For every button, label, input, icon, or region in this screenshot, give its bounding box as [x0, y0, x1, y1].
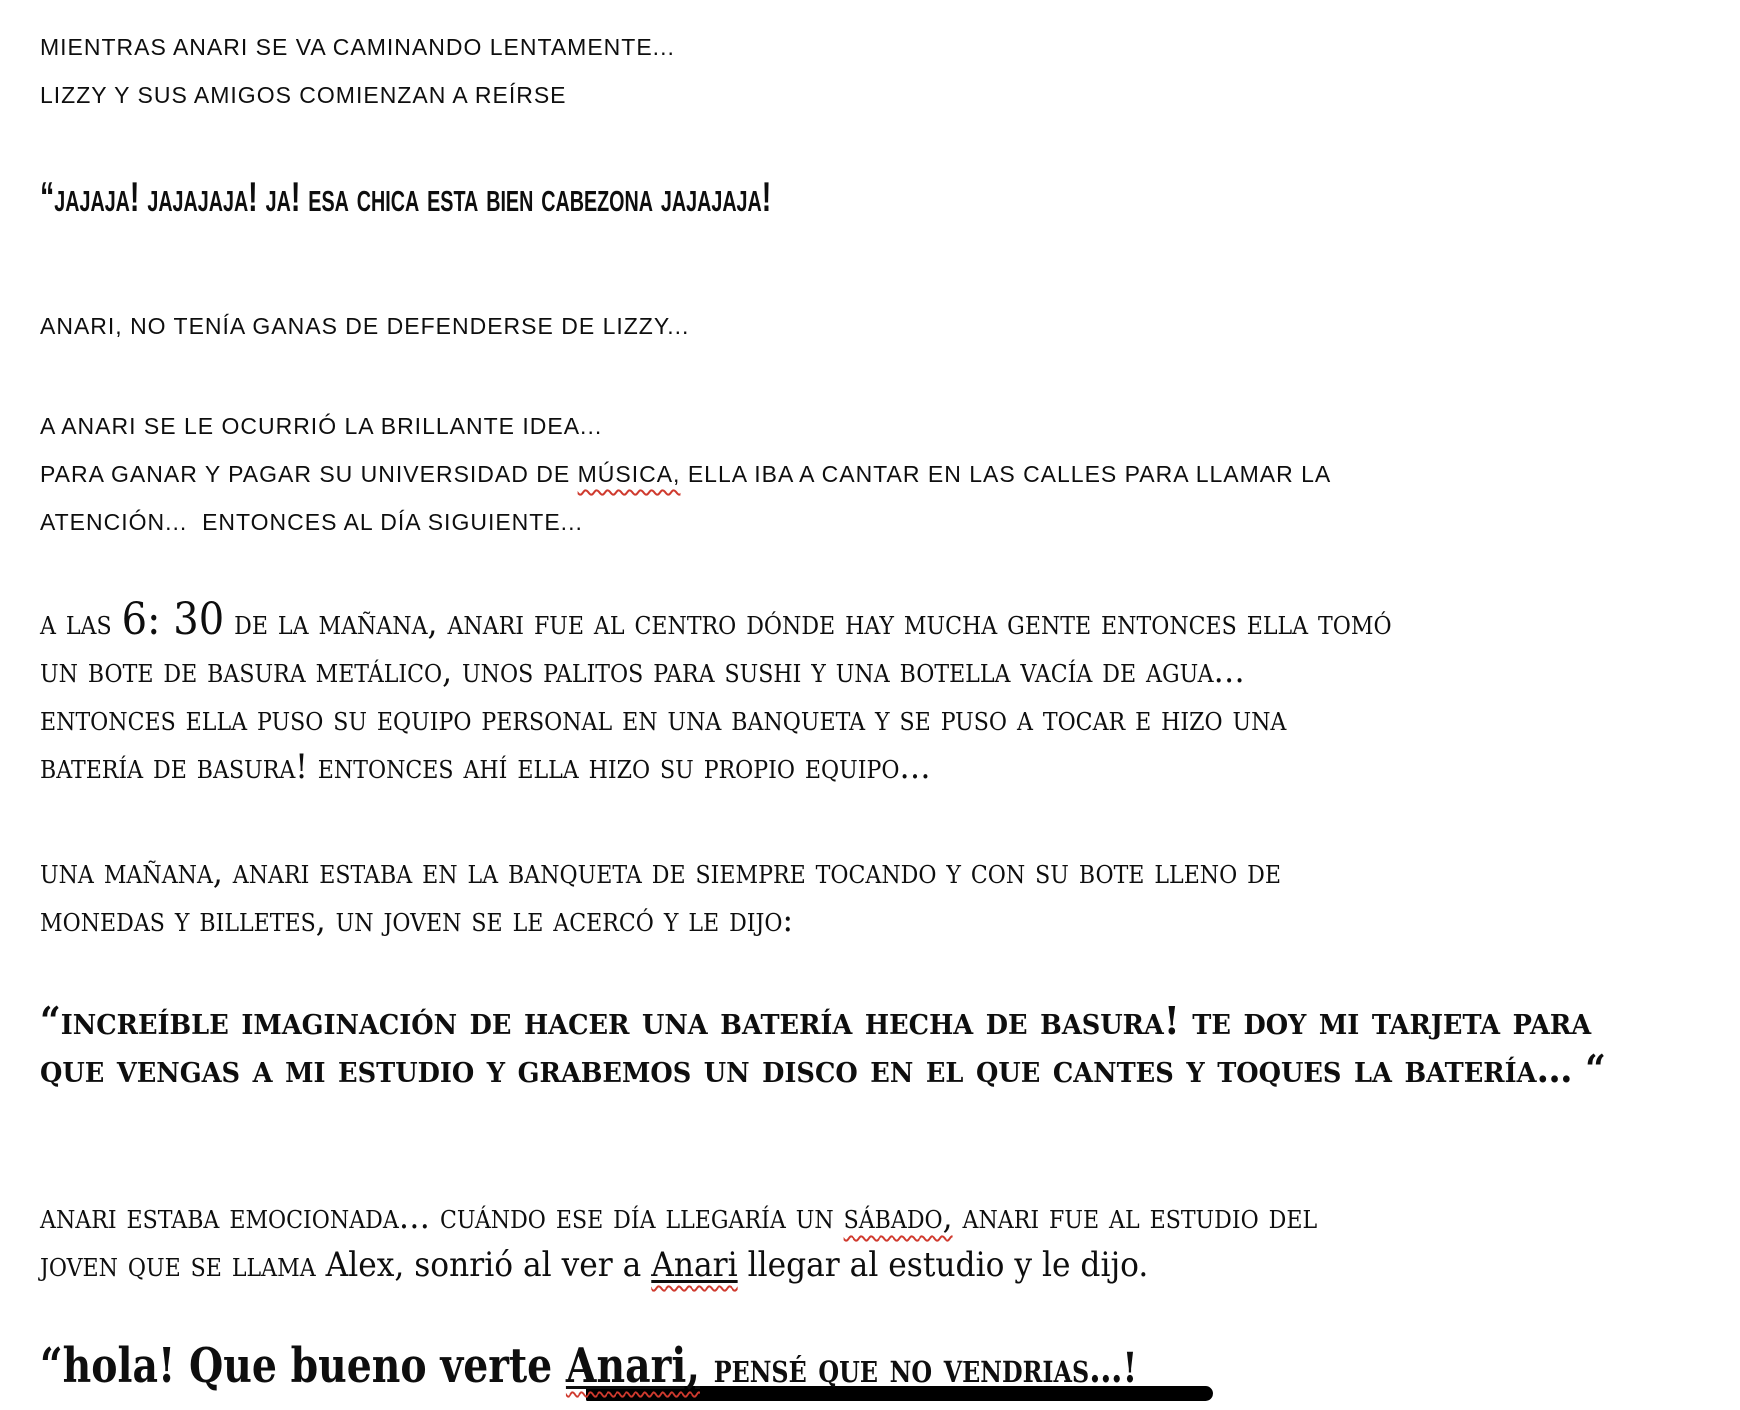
story-line — [40, 23, 675, 71]
story-text: MIENTRAS ANARI SE VA CAMINANDO LENTAMENTE... — [40, 34, 675, 60]
story-line — [40, 1338, 1137, 1396]
story-line — [40, 450, 1331, 498]
story-text: PARA GANAR Y PAGAR SU UNIVERSIDAD DE — [40, 461, 578, 487]
underlined-name-anari — [566, 1338, 700, 1394]
story-text: batería de basura! entonces ahí ella hizo su propio equipo… — [40, 747, 931, 787]
story-text: anari estaba emocionada… cuándo ese día llegaría un — [40, 1197, 844, 1237]
story-line — [40, 1193, 1317, 1241]
story-text: ATENCIÓN... ENTONCES AL DÍA SIGUIENTE... — [40, 509, 583, 535]
story-text: un bote de basura metálico, unos palitos para sushi y una botella vacía de agua… — [40, 651, 1245, 691]
producer-quote-text: que vengas a mi estudio y grabemos un disco en el que cantes y toques la batería… “ — [40, 1046, 1606, 1091]
studio-paragraph — [40, 1193, 1317, 1289]
greeting-paragraph — [40, 1338, 1137, 1396]
story-text: LIZZY Y SUS AMIGOS COMIENZAN A REÍRSE — [40, 82, 567, 108]
no-defense-paragraph — [40, 302, 689, 350]
laugh-quote-paragraph — [40, 171, 771, 223]
story-text: llegar al estudio y le dijo. — [737, 1245, 1149, 1285]
story-line — [40, 896, 1281, 944]
story-text: A ANARI SE LE OCURRIÓ LA BRILLANTE IDEA... — [40, 413, 603, 439]
story-text: a las — [40, 603, 122, 643]
story-line — [40, 171, 771, 223]
story-text: entonces ella puso su equipo personal en una banqueta y se puso a tocar e hizo una — [40, 699, 1287, 739]
idea-paragraph — [40, 402, 1331, 546]
producer-quote-text: “increíble imaginación de hacer una batería hecha de basura! te doy mi tarjeta para — [40, 998, 1592, 1043]
greeting-text: “hola! Que bueno verte — [40, 1338, 566, 1394]
laugh-quote-text: “jajaja! jajajaja! ja! esa chica esta bien cabezona jajajaja! — [40, 173, 772, 220]
story-line — [40, 743, 1392, 791]
intro-paragraph — [40, 23, 675, 119]
misspelled-word-sabado: sábado, — [843, 1197, 953, 1237]
story-line — [40, 302, 689, 350]
story-text: anari fue al estudio del — [952, 1197, 1318, 1237]
misspelled-word-musica: MÚSICA, — [577, 461, 681, 487]
morning-paragraph — [40, 596, 1392, 791]
story-line — [40, 498, 1331, 546]
story-line — [40, 1241, 1317, 1289]
story-text: monedas y billetes, un joven se le acercó y le dijo: — [40, 900, 793, 940]
greeting-shout-text: pensé que no vendrias…! — [713, 1344, 1138, 1392]
misspelled-word-anari: Anari, — [565, 1338, 700, 1394]
story-text: Alex, sonrió al ver a — [325, 1245, 652, 1285]
story-line — [40, 647, 1392, 695]
story-line — [40, 1045, 1606, 1093]
street-paragraph — [40, 848, 1281, 944]
story-line — [40, 695, 1392, 743]
story-text: joven que se llama — [40, 1245, 326, 1285]
story-line — [40, 997, 1606, 1045]
time-value: 6: 30 — [121, 595, 225, 645]
story-line — [40, 848, 1281, 896]
story-text: de la mañana, anari fue al centro dónde hay mucha gente entonces ella tomó — [224, 603, 1392, 643]
producer-quote-paragraph — [40, 997, 1606, 1093]
story-line — [40, 402, 1331, 450]
story-text: ANARI, NO TENÍA GANAS DE DEFENDERSE DE LIZZY... — [40, 313, 690, 339]
story-line — [40, 596, 1392, 647]
greeting-text — [700, 1338, 714, 1394]
misspelled-word-anari: Anari — [651, 1245, 738, 1285]
underlined-name-anari — [651, 1245, 737, 1285]
story-text: ELLA IBA A CANTAR EN LAS CALLES PARA LLAMAR LA — [680, 461, 1332, 487]
story-text: una mañana, anari estaba en la banqueta de siempre tocando y con su bote lleno de — [40, 852, 1282, 892]
story-line — [40, 71, 675, 119]
